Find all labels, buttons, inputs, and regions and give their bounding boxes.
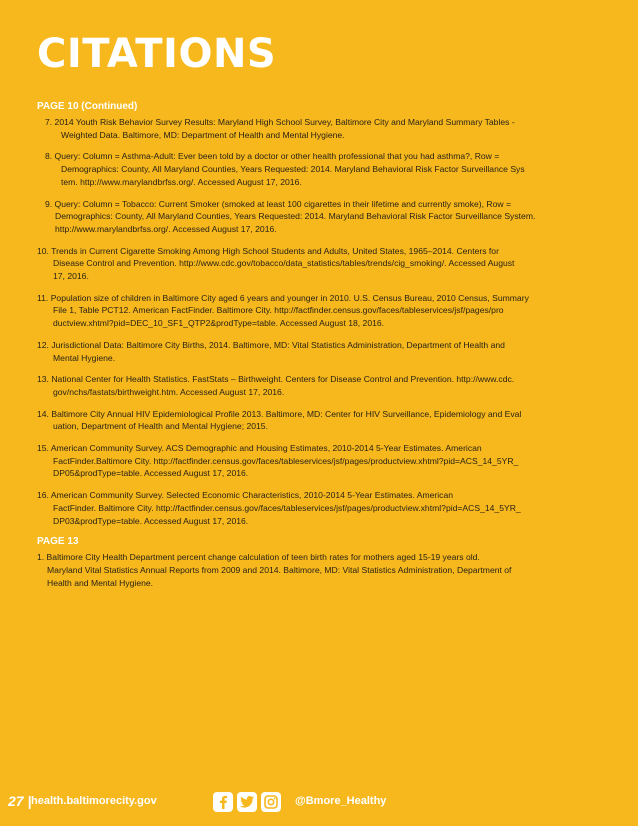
citation-line: 13. National Center for Health Statistics. FastStats – Birthweight. Centers for Disease Control and Prevention. http://www.cdc. [37,374,515,385]
citation-line: Demographics: County, All Maryland Counties, Years Requested: 2014. Maryland Behavioral Risk Factor Surveillance Sys [61,164,525,175]
citation-line: Maryland Vital Statistics Annual Reports from 2009 and 2014. Baltimore, MD: Vital Statistics Administration, Department of [47,564,512,575]
citation-line: 7. 2014 Youth Risk Behavior Survey Results: Maryland High School Survey, Baltimore City and Maryland Summary Tables - [45,117,515,127]
citation-line: ductview.xhtml?pid=DEC_10_SF1_QTP2&prodType=table. Accessed August 18, 2016. [53,318,385,329]
citation-line: 9. Query: Column = Tobacco: Current Smoker (smoked at least 100 cigarettes in their lifetime and currently smoke), Row = [45,198,512,209]
citation-line: Disease Control and Prevention. http://www.cdc.gov/tobacco/data_statistics/tables/trends/cig_smoking/. Accessed August [53,258,515,269]
citations-body [37,101,597,598]
section-heading: PAGE 13 [37,536,79,548]
citation-item-13 [37,373,597,398]
citation-line: 17, 2016. [53,271,89,282]
citation-item-7 [37,116,597,141]
section-heading: PAGE 10 (Continued) [37,101,138,112]
page-title: CITATIONS [37,31,277,77]
citation-item-11 [37,292,597,330]
citation-item-16 [37,489,597,527]
citation-line: Demographics: County, All Maryland Counties, Years Requested: 2014. Maryland Behavioral Risk Factor Surveillance System. [55,211,536,222]
citation-line: 15. American Community Survey. ACS Demographic and Housing Estimates, 2010-2014 5-Year Estimates. American [37,443,482,454]
citation-item-9 [37,198,597,236]
citation-line: Mental Hygiene. [53,352,116,363]
citation-line: 8. Query: Column = Asthma-Adult: Ever been told by a doctor or other health professional that you had asthma?, Row = [45,151,500,162]
social-handle[interactable]: @Bmore_Healthy [295,795,387,807]
citation-line: Health and Mental Hygiene. [47,577,154,588]
citation-line: 11. Population size of children in Baltimore City aged 6 years and younger in 2010. U.S. Census Bureau, 2010 Census, Summary [37,292,529,303]
citation-line: DP03&prodType=table. Accessed August 17, 2016. [53,515,249,526]
citation-line: File 1, Table PCT12. American FactFinder. Baltimore City. http://factfinder.census.gov/faces/tableservices/jsf/pages/pro [53,305,504,316]
citation-line: FactFinder. Baltimore City. http://factfinder.census.gov/faces/tableservices/jsf/pages/productview.xhtml?pid=ACS_14_5YR_ [53,502,521,513]
citation-line: http://www.marylandbrfss.org/. Accessed August 17, 2016. [55,223,277,234]
citation-item-1 [37,551,597,589]
citation-line: 16. American Community Survey. Selected Economic Characteristics, 2010-2014 5-Year Estimates. American [37,490,454,501]
citation-item-12 [37,339,597,364]
citation-line: tem. http://www.marylandbrfss.org/. Accessed August 17, 2016. [61,176,302,187]
citation-item-14 [37,408,597,433]
citation-line: 10. Trends in Current Cigarette Smoking Among High School Students and Adults, United States, 1965–2014. Centers for [37,245,499,256]
citation-item-8 [37,150,597,188]
citation-item-15 [37,442,597,480]
citation-line: 14. Baltimore City Annual HIV Epidemiological Profile 2013. Baltimore, MD: Center for HIV Surveillance, Epidemiology and Eval [37,408,522,419]
twitter-icon[interactable] [237,792,257,812]
citation-line: Weighted Data. Baltimore, MD: Department of Health and Mental Hygiene. [61,129,345,140]
section-page-10 [37,101,597,527]
page-number: 27 | [8,793,32,809]
section-page-13 [37,536,597,589]
citation-line: FactFinder.Baltimore City. http://factfinder.census.gov/faces/tableservices/jsf/pages/productview.xhtml?pid=ACS_14_5YR_ [53,455,519,466]
citation-line: 1. Baltimore City Health Department percent change calculation of teen birth rates for mothers aged 15-19 years old. [37,552,480,563]
instagram-icon[interactable] [261,792,281,812]
facebook-icon[interactable] [213,792,233,812]
website-link[interactable]: health.baltimorecity.gov [31,795,157,807]
citation-line: 12. Jurisdictional Data: Baltimore City Births, 2014. Baltimore, MD: Vital Statistics Administration, Department of Health and [37,339,505,350]
citation-line: gov/nchs/fastats/birthweight.htm. Accessed August 17, 2016. [53,386,285,397]
citation-line: uation, Department of Health and Mental Hygiene; 2015. [53,421,268,432]
citation-line: DP05&prodType=table. Accessed August 17, 2016. [53,468,249,479]
footer [0,788,638,818]
citation-item-10 [37,245,597,283]
social-icons [213,792,281,812]
